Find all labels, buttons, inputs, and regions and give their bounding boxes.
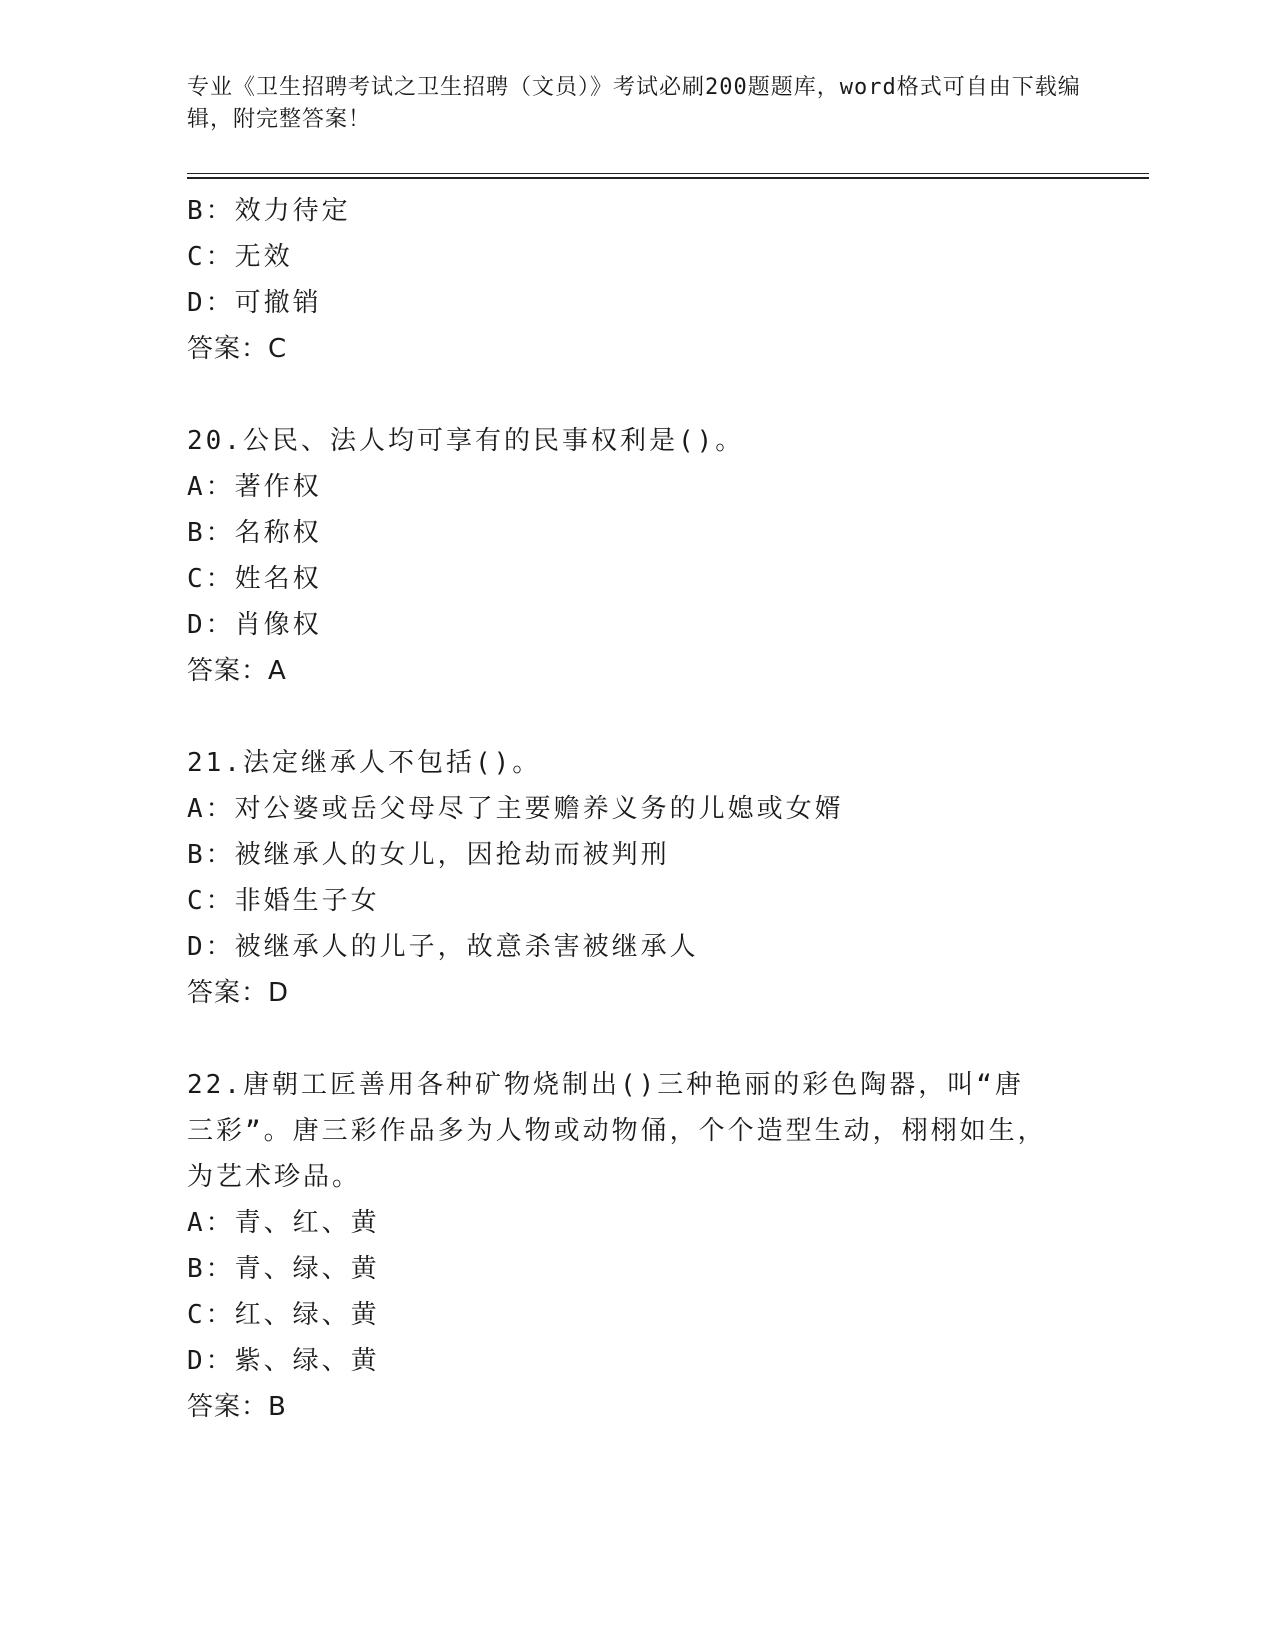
answer: 答案：C xyxy=(187,334,288,364)
option-b: B：青、绿、黄 xyxy=(187,1254,380,1284)
option-b: B：名称权 xyxy=(187,518,322,548)
question-stem: 20.公民、法人均可享有的民事权利是()。 xyxy=(187,426,745,456)
document-header: 专业《卫生招聘考试之卫生招聘（文员）》考试必刷200题题库，word格式可自由下载编辑，附完整答案！ xyxy=(187,75,1081,132)
question-22 xyxy=(187,1062,1087,1430)
question-20 xyxy=(187,418,1087,694)
option-c: C：红、绿、黄 xyxy=(187,1300,380,1330)
option-b: B：被继承人的女儿，因抢劫而被判刑 xyxy=(187,840,670,870)
answer: 答案：A xyxy=(187,656,287,686)
question-19-continued xyxy=(187,188,1087,372)
option-d: D：可撤销 xyxy=(187,288,322,318)
question-list xyxy=(187,188,1087,1430)
answer: 答案：B xyxy=(187,1392,287,1422)
option-c: C：非婚生子女 xyxy=(187,886,380,916)
question-stem: 21.法定继承人不包括()。 xyxy=(187,748,542,778)
option-b: B：效力待定 xyxy=(187,196,351,226)
option-c: C：姓名权 xyxy=(187,564,322,594)
question-stem: 22.唐朝工匠善用各种矿物烧制出()三种艳丽的彩色陶器，叫“唐三彩”。唐三彩作品多为人物或动物俑，个个造型生动，栩栩如生，为艺术珍品。 xyxy=(187,1070,1047,1192)
option-d: D：肖像权 xyxy=(187,610,322,640)
option-a: A：著作权 xyxy=(187,472,322,502)
option-d: D：紫、绿、黄 xyxy=(187,1346,380,1376)
option-a: A：对公婆或岳父母尽了主要赡养义务的儿媳或女婿 xyxy=(187,794,844,824)
option-a: A：青、红、黄 xyxy=(187,1208,380,1238)
question-21 xyxy=(187,740,1087,1016)
answer: 答案：D xyxy=(187,978,290,1008)
header-rule-thick xyxy=(187,177,1149,179)
header-rule-thin xyxy=(187,173,1149,174)
option-c: C：无效 xyxy=(187,242,293,272)
option-d: D：被继承人的儿子，故意杀害被继承人 xyxy=(187,932,699,962)
